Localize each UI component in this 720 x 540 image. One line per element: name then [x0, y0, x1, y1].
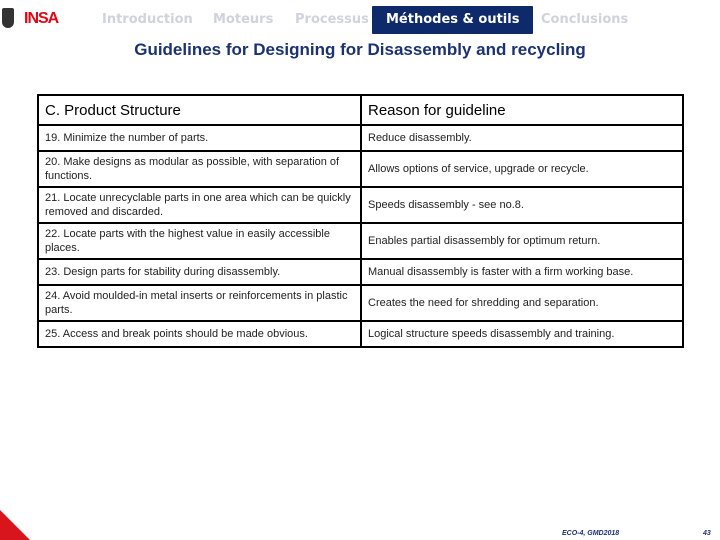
page-number: 43	[703, 530, 711, 537]
guideline-cell: 25. Access and break points should be made obvious.	[38, 321, 361, 347]
column-header: Reason for guideline	[361, 95, 683, 125]
guideline-cell: 21. Locate unrecyclable parts in one area which can be quickly removed and discarded.	[38, 187, 361, 223]
reason-cell: Allows options of service, upgrade or recycle.	[361, 151, 683, 187]
reason-cell: Logical structure speeds disassembly and training.	[361, 321, 683, 347]
red-corner-decoration	[0, 510, 30, 540]
table-header-row	[38, 95, 683, 125]
table-row	[38, 285, 683, 321]
nav-methodes-outils[interactable]: Méthodes & outils	[372, 6, 533, 34]
table-row	[38, 151, 683, 187]
top-navigation	[0, 0, 720, 40]
reason-cell: Creates the need for shredding and separation.	[361, 285, 683, 321]
footer-course: ECO-4, GMD2018	[562, 530, 620, 537]
guideline-cell: 22. Locate parts with the highest value in easily accessible places.	[38, 223, 361, 259]
reason-cell: Manual disassembly is faster with a firm working base.	[361, 259, 683, 285]
reason-cell: Enables partial disassembly for optimum return.	[361, 223, 683, 259]
column-header: C. Product Structure	[38, 95, 361, 125]
reason-cell: Reduce disassembly.	[361, 125, 683, 151]
slide-title: Guidelines for Designing for Disassembly and recycling	[134, 40, 586, 59]
guideline-cell: 23. Design parts for stability during disassembly.	[38, 259, 361, 285]
nav-processus[interactable]: Processus	[295, 12, 369, 27]
guidelines-table	[37, 94, 684, 348]
guideline-cell: 24. Avoid moulded-in metal inserts or reinforcements in plastic parts.	[38, 285, 361, 321]
guideline-cell: 20. Make designs as modular as possible, with separation of functions.	[38, 151, 361, 187]
table-row	[38, 187, 683, 223]
table-row	[38, 321, 683, 347]
nav-moteurs[interactable]: Moteurs	[213, 12, 274, 27]
table-row	[38, 259, 683, 285]
table-row	[38, 223, 683, 259]
reason-cell: Speeds disassembly - see no.8.	[361, 187, 683, 223]
insa-logo-text: INSA	[24, 10, 59, 27]
table-row	[38, 125, 683, 151]
insa-logo	[0, 4, 58, 34]
nav-conclusions[interactable]: Conclusions	[541, 12, 629, 27]
coat-of-arms-icon	[2, 8, 14, 28]
nav-introduction[interactable]: Introduction	[102, 12, 193, 27]
guideline-cell: 19. Minimize the number of parts.	[38, 125, 361, 151]
